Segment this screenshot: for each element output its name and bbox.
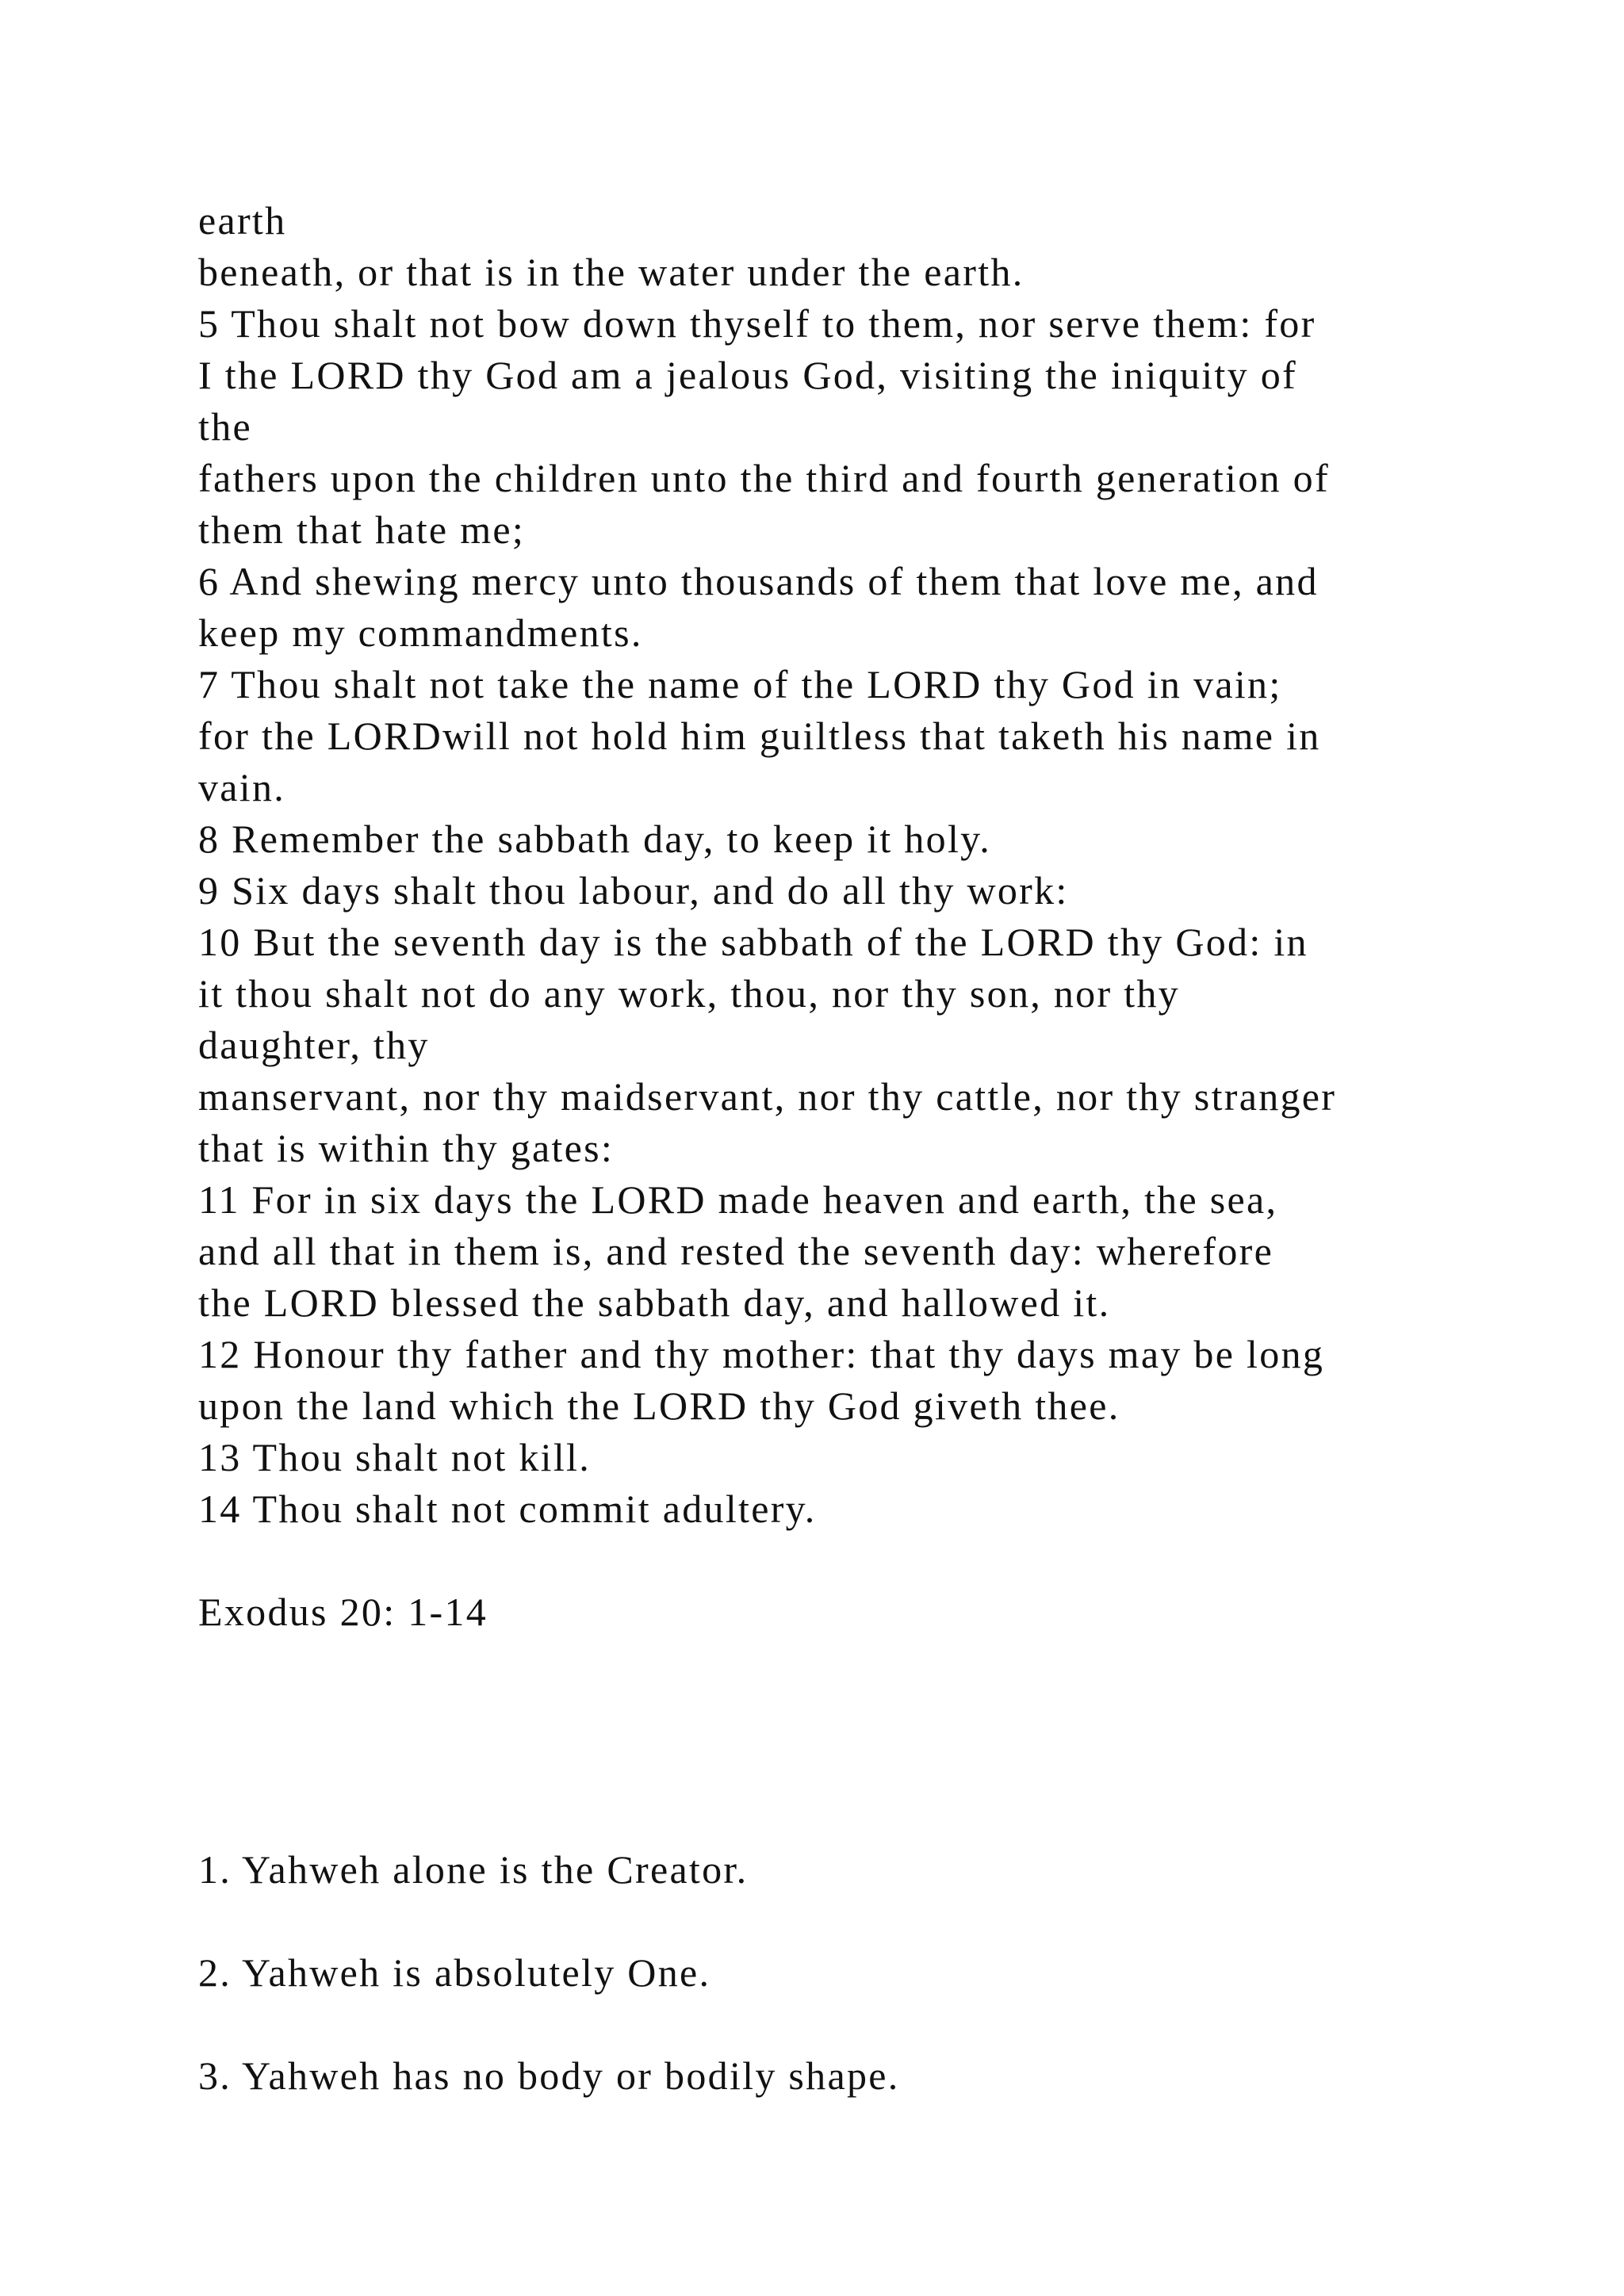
passage-line: daughter, thy <box>198 1023 430 1067</box>
passage-line: 12 Honour thy father and thy mother: that thy days may be long <box>198 1332 1325 1376</box>
passage-line: the LORD blessed the sabbath day, and hallowed it. <box>198 1280 1111 1325</box>
blank-line <box>198 1741 1546 1793</box>
passage-line: it thou shalt not do any work, thou, nor thy son, nor thy <box>198 971 1180 1016</box>
principle-item: 1. Yahweh alone is the Creator. <box>198 1847 749 1892</box>
passage-line: vain. <box>198 765 286 809</box>
passage-line: 8 Remember the sabbath day, to keep it holy. <box>198 817 992 861</box>
passage-line: I the LORD thy God am a jealous God, visiting the iniquity of <box>198 353 1297 397</box>
blank-line <box>198 1793 1546 1844</box>
blank-line <box>198 1896 1546 1947</box>
passage-line: 11 For in six days the LORD made heaven and earth, the sea, <box>198 1177 1278 1222</box>
passage-line: upon the land which the LORD thy God giveth thee. <box>198 1383 1120 1428</box>
blank-line <box>198 1535 1546 1586</box>
passage-line: fathers upon the children unto the third and fourth generation of <box>198 456 1330 500</box>
passage-line: beneath, or that is in the water under the earth. <box>198 250 1025 294</box>
passage-line: manservant, nor thy maidservant, nor thy cattle, nor thy stranger <box>198 1074 1337 1119</box>
passage-line: that is within thy gates: <box>198 1126 615 1170</box>
passage-line: the <box>198 404 252 449</box>
blank-line <box>198 1638 1546 1689</box>
passage-line: for the LORDwill not hold him guiltless that taketh his name in <box>198 714 1321 758</box>
passage-line: 9 Six days shalt thou labour, and do all thy work: <box>198 868 1069 913</box>
passage-line: 6 And shewing mercy unto thousands of them that love me, and <box>198 559 1319 603</box>
principle-item: 3. Yahweh has no body or bodily shape. <box>198 2053 900 2098</box>
passage-line: 14 Thou shalt not commit adultery. <box>198 1487 817 1531</box>
passage-line: 13 Thou shalt not kill. <box>198 1435 592 1479</box>
passage-line: 5 Thou shalt not bow down thyself to them, nor serve them: for <box>198 301 1316 346</box>
passage-line: and all that in them is, and rested the seventh day: wherefore <box>198 1229 1274 1273</box>
passage-line: earth <box>198 198 287 243</box>
passage-line: them that hate me; <box>198 507 526 552</box>
citation: Exodus 20: 1-14 <box>198 1590 488 1634</box>
blank-line <box>198 1999 1546 2050</box>
passage-line: 7 Thou shalt not take the name of the LORD thy God in vain; <box>198 662 1282 706</box>
passage-line: keep my commandments. <box>198 610 643 655</box>
document-text <box>198 195 1546 2102</box>
blank-line <box>198 1689 1546 1741</box>
passage-line: 10 But the seventh day is the sabbath of the LORD thy God: in <box>198 920 1308 964</box>
principle-item: 2. Yahweh is absolutely One. <box>198 1950 711 1995</box>
